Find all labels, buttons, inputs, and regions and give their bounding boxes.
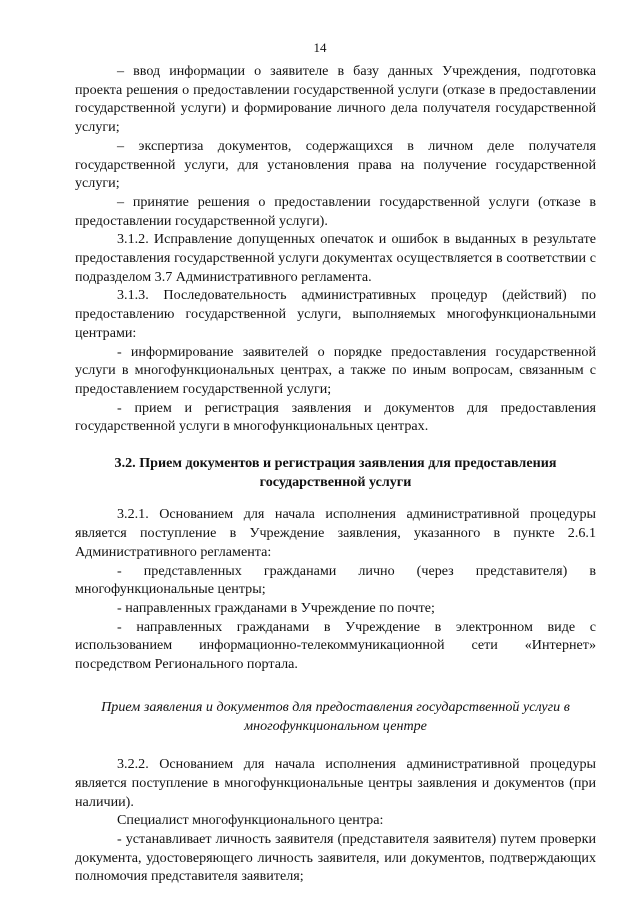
bullet-document-expertise: – экспертиза документов, содержащихся в личном деле получателя государственной услуги, для установления права на получение государственной услуги;	[75, 137, 596, 192]
document-body	[75, 62, 596, 886]
paragraph-3-1-2: 3.1.2. Исправление допущенных опечаток и ошибок в выданных в результате предоставления государственной услуги документах осуществляется в соответствии с подразделом 3.7 Административного регламента.	[75, 231, 596, 285]
bullet-reception: - прием и регистрация заявления и документов для предоставления государственной услуги в многофункциональных центрах.	[75, 399, 596, 435]
bullet-data-entry: – ввод информации о заявителе в базу данных Учреждения, подготовка проекта решения о предоставлении государственной услуги (отказе в предоставлении государственной услуги) и формирование личного дела получателя государственной услуги;	[75, 63, 596, 136]
subsection-heading-mfc: Прием заявления и документов для предоставления государственной услуги в многофункциональном центре	[101, 698, 570, 734]
spacer	[75, 735, 596, 755]
page-number: 14	[313, 40, 327, 55]
paragraph-3-2-1: 3.2.1. Основанием для начала исполнения административной процедуры является поступление в Учреждение заявления, указанного в пункте 2.6.1 Административного регламента:	[75, 506, 596, 560]
section-heading-3-2: 3.2. Прием документов и регистрация заявления для предоставления государственной услуги	[114, 455, 557, 490]
spacer	[75, 436, 596, 454]
paragraph-3-2-2: 3.2.2. Основанием для начала исполнения административной процедуры является поступление в многофункциональные центры заявления и документов (при наличии).	[75, 756, 596, 810]
bullet-by-mail: - направленных гражданами в Учреждение по почте;	[117, 599, 435, 616]
bullet-identity-check: - устанавливает личность заявителя (представителя заявителя) путем проверки документа, удостоверяющего личность заявителя, или документов, подтверждающих полномочия представителя заявителя;	[75, 831, 596, 885]
spacer	[75, 491, 596, 505]
paragraph-3-1-3: 3.1.3. Последовательность административных процедур (действий) по предоставлению государственной услуги, выполняемых многофункциональными центрами:	[75, 287, 596, 341]
bullet-informing: - информирование заявителей о порядке предоставления государственной услуги в многофункциональных центрах, а также по иным вопросам, связанным с предоставлением государственной услуги;	[75, 343, 596, 397]
bullet-electronic: - направленных гражданами в Учреждение в электронном виде с использованием информационно-телекоммуникационной сети «Интернет» посредством Регионального портала.	[75, 618, 596, 673]
paragraph-specialist: Специалист многофункционального центра:	[117, 812, 384, 829]
spacer	[75, 674, 596, 698]
bullet-in-person: - представленных гражданами лично (через представителя) в многофункциональные центры;	[75, 562, 596, 598]
bullet-decision: – принятие решения о предоставлении государственной услуги (отказе в предоставлении государственной услуги).	[75, 193, 596, 229]
